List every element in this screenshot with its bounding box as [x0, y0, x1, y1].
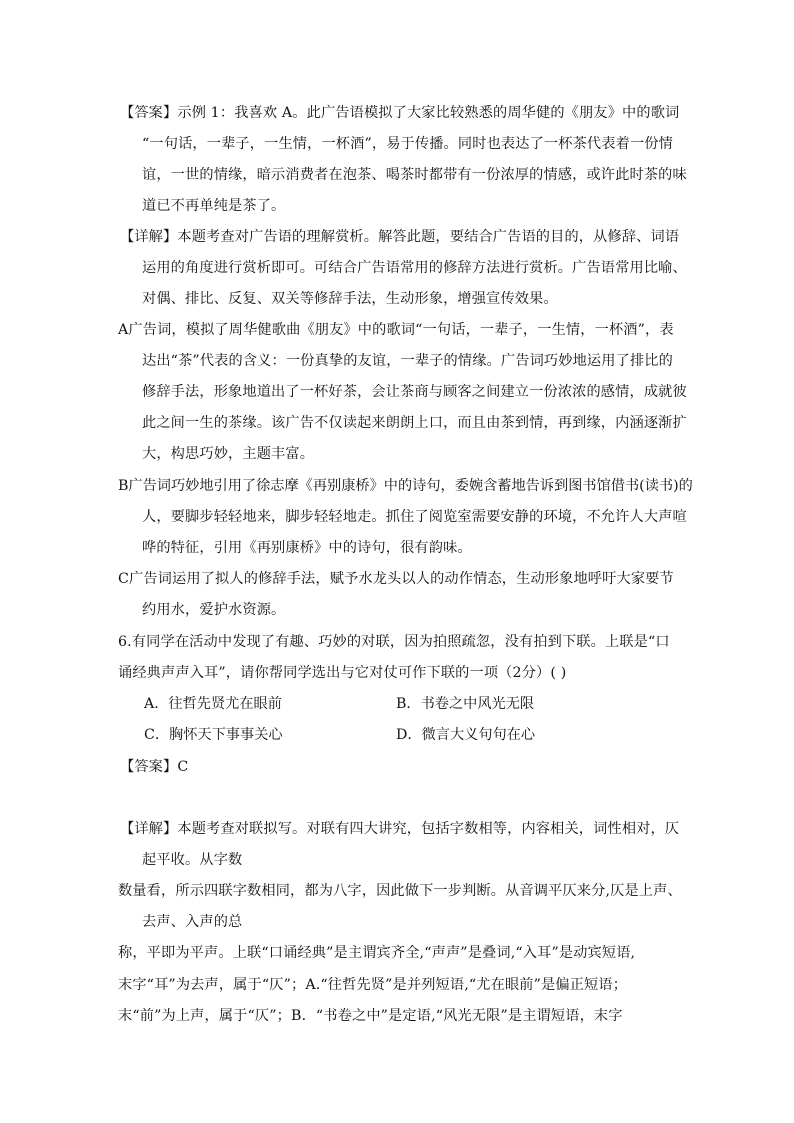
question-6-line-1: 6.有同学在活动中发现了有趣、巧妙的对联，因为拍照疏忽，没有拍到下联。上联是“口	[118, 634, 670, 650]
analysis-6-line-2: 起平收。从字数	[142, 852, 243, 868]
option-b: B．书卷之中风光无限	[396, 696, 535, 712]
analysis-6-line-6: 末字“耳”为去声，属于“仄”；A.“往哲先贤”是并列短语,“尤在眼前”是偏正短语；	[118, 977, 628, 993]
para-b-line-1: B广告词巧妙地引用了徐志摩《再别康桥》中的诗句，委婉含蓄地告诉到图书馆借书(读书)的	[118, 478, 693, 494]
option-d: D．微言大义句句在心	[396, 727, 536, 743]
analysis-line-3: 对偶、排比、反复、双关等修辞手法，生动形象，增强宣传效果。	[142, 291, 558, 307]
option-a: A．往哲先贤尤在眼前	[144, 696, 282, 712]
analysis-6-line-5: 称，平即为平声。上联“口诵经典”是主谓宾齐全,“声声”是叠词,“入耳”是动宾短语,	[118, 945, 636, 961]
para-a-line-4: 此之间一生的茶缘。该广告不仅读起来朗朗上口，而且由茶到情，再到缘，内涵逐渐扩	[142, 415, 687, 431]
para-a-line-5: 大，构思巧妙，主题丰富。	[142, 446, 315, 462]
option-c: C．胸怀天下事事关心	[144, 727, 283, 743]
para-a-line-1: A广告词，模拟了周华健歌曲《朋友》中的歌词“一句话，一辈子，一生情，一杯酒”，表	[118, 322, 674, 338]
para-b-line-3: 哗的特征，引用《再别康桥》中的诗句，很有韵味。	[142, 540, 472, 556]
analysis-line-2: 运用的角度进行赏析即可。可结合广告语常用的修辞方法进行赏析。广告语常用比喻、	[142, 260, 687, 276]
analysis-6-line-4: 去声、入声的总	[142, 914, 243, 930]
answer-line-4: 道已不再单纯是茶了。	[142, 198, 286, 214]
answer-line-3: 谊，一世的情缘，暗示消费者在泡茶、喝茶时都带有一份浓厚的情感，或许此时茶的味	[142, 167, 687, 183]
question-6-answer: 【答案】C	[120, 759, 189, 775]
para-a-line-2: 达出“茶”代表的含义：一份真挚的友谊，一辈子的情缘。广告词巧妙地运用了排比的	[142, 353, 673, 369]
para-c-line-2: 约用水，爱护水资源。	[142, 602, 286, 618]
analysis-6-line-3: 数量看，所示四联字数相同，都为八字，因此做下一步判断。从音调平仄来分,仄是上声、	[118, 883, 682, 899]
analysis-6-line-7: 末“前”为上声，属于“仄”；B．“书卷之中”是定语,“风光无限”是主谓短语，末字	[118, 1008, 623, 1024]
analysis-6-line-1: 【详解】本题考查对联拟写。对联有四大讲究，包括字数相等，内容相关，词性相对，仄	[120, 821, 680, 837]
answer-line-2: “一句话，一辈子，一生情，一杯酒”，易于传播。同时也表达了一杯茶代表着一份情	[142, 136, 673, 152]
question-6-line-2: 诵经典声声入耳”，请你帮同学选出与它对仗可作下联的一项（2分）( )	[118, 665, 567, 681]
para-c-line-1: C广告词运用了拟人的修辞手法，赋予水龙头以人的动作情态，生动形象地呼吁大家要节	[118, 571, 674, 587]
para-b-line-2: 人，要脚步轻轻地来，脚步轻轻地走。抓住了阅览室需要安静的环境，不允许人大声喧	[142, 509, 687, 525]
analysis-line-1: 【详解】本题考查对广告语的理解赏析。解答此题，要结合广告语的目的，从修辞、词语	[120, 229, 680, 245]
answer-line-1: 【答案】示例 1：我喜欢 A。此广告语模拟了大家比较熟悉的周华健的《朋友》中的歌词	[120, 105, 680, 121]
para-a-line-3: 修辞手法，形象地道出了一杯好茶，会让茶商与顾客之间建立一份浓浓的感情，成就彼	[142, 384, 687, 400]
